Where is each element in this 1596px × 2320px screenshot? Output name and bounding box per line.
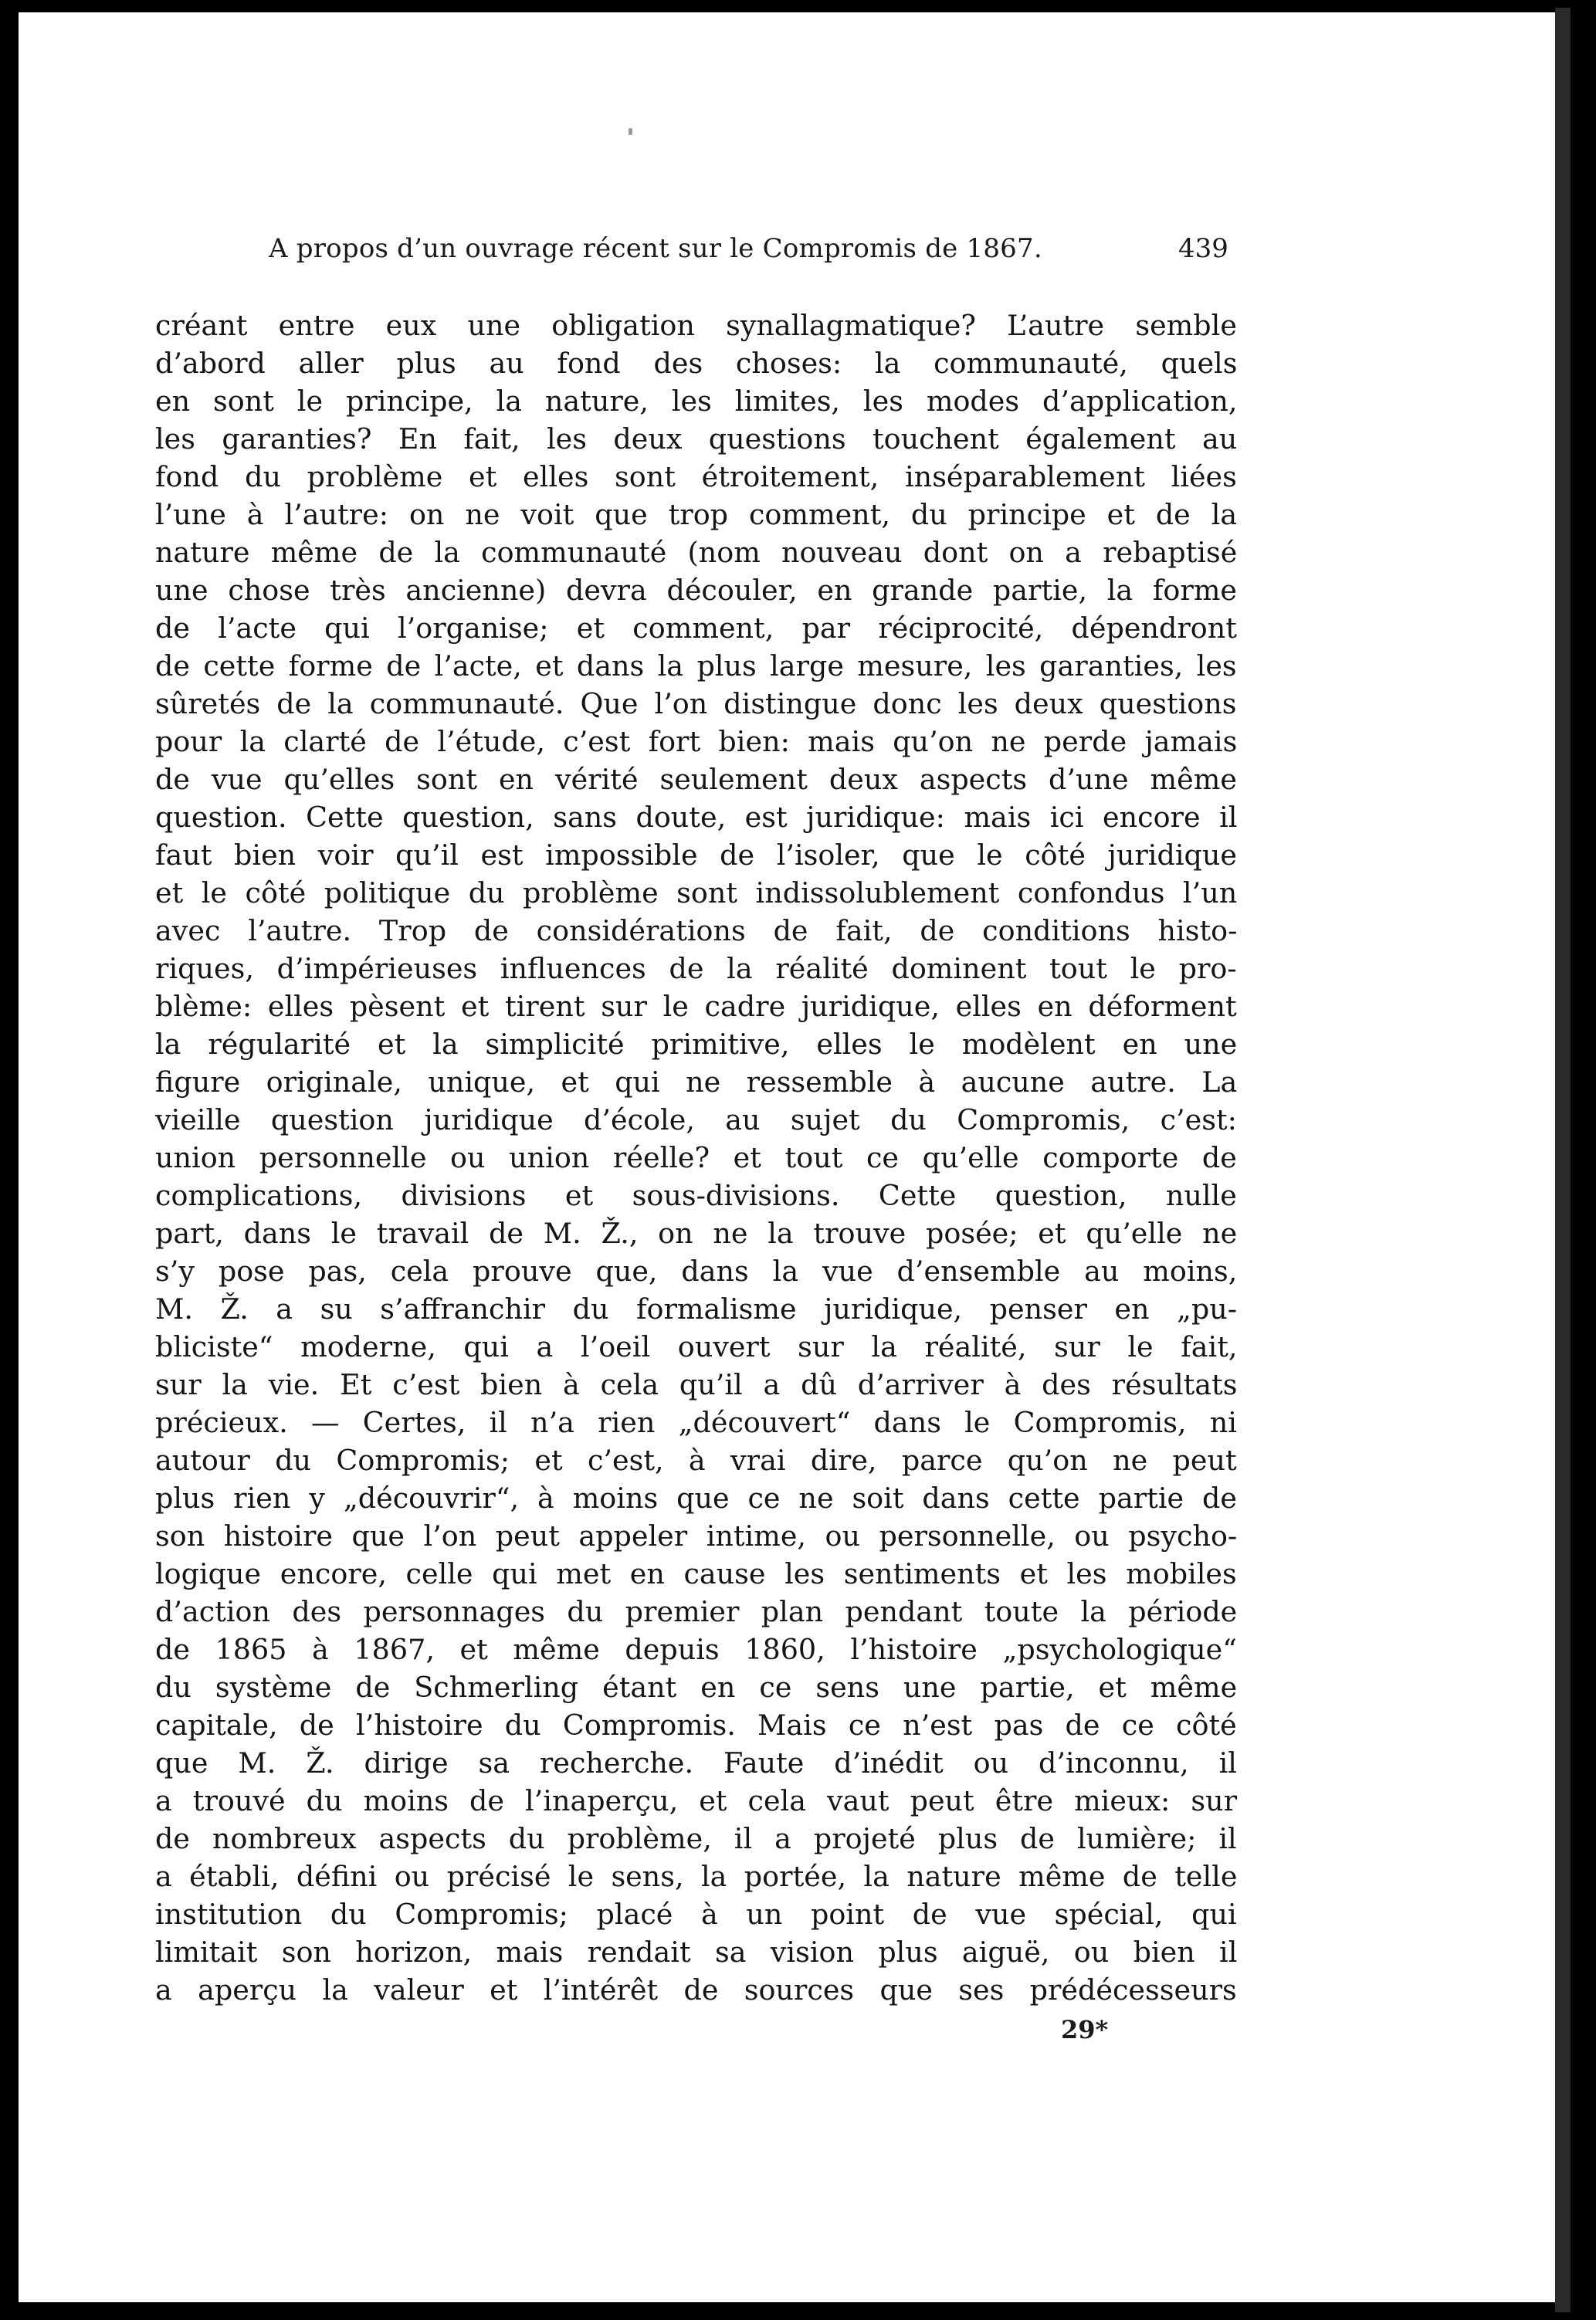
text-line: institution du Compromis; placé à un point de vue spécial, qui <box>155 1898 1237 1931</box>
text-line: union personnelle ou union réelle? et tout ce qu’elle comporte de <box>155 1141 1237 1174</box>
text-line: de vue qu’elles sont en vérité seulement deux aspects d’une même <box>155 763 1237 796</box>
text-line: avec l’autre. Trop de considérations de fait, de conditions histo- <box>155 914 1238 947</box>
text-line: de cette forme de l’acte, et dans la plus large mesure, les garanties, les <box>155 649 1237 682</box>
text-line: de l’acte qui l’organise; et comment, par réciprocité, dépendront <box>155 611 1237 645</box>
text-line: capitale, de l’histoire du Compromis. Mais ce n’est pas de ce côté <box>155 1709 1237 1742</box>
text-line: logique encore, celle qui met en cause les sentiments et les mobiles <box>155 1557 1237 1590</box>
page-edge-shadow <box>1555 8 1571 2312</box>
text-line: autour du Compromis; et c’est, à vrai dire, parce qu’on ne peut <box>155 1444 1237 1477</box>
text-line: nature même de la communauté (nom nouveau dont on a rebaptisé <box>155 536 1238 569</box>
ink-speck <box>629 128 632 135</box>
text-line: créant entre eux une obligation synallagmatique? L’autre semble <box>155 309 1237 342</box>
text-line: faut bien voir qu’il est impossible de l’isoler, que le côté juridique <box>155 838 1237 872</box>
text-line: et le côté politique du problème sont indissolublement confondus l’un <box>155 876 1238 909</box>
text-line: riques, d’impérieuses influences de la réalité dominent tout le pro- <box>155 952 1237 985</box>
text-line: la régularité et la simplicité primitive, elles le modèlent en une <box>155 1028 1238 1061</box>
text-line: s’y pose pas, cela prouve que, dans la vue d’ensemble au moins, <box>155 1255 1238 1288</box>
text-line: en sont le principe, la nature, les limites, les modes d’application, <box>155 384 1238 418</box>
text-line: de nombreux aspects du problème, il a projeté plus de lumière; il <box>155 1822 1237 1855</box>
text-line: blème: elles pèsent et tirent sur le cadre juridique, elles en déforment <box>155 990 1237 1023</box>
printer-signature: 29* <box>1061 2015 1109 2044</box>
text-line: que M. Ž. dirige sa recherche. Faute d’inédit ou d’inconnu, il <box>155 1746 1237 1780</box>
text-line: vieille question juridique d’école, au sujet du Compromis, c’est: <box>155 1103 1237 1136</box>
text-line: M. Ž. a su s’affranchir du formalisme juridique, penser en „pu- <box>155 1292 1238 1326</box>
text-line: sur la vie. Et c’est bien à cela qu’il a dû d’arriver à des résultats <box>155 1368 1238 1401</box>
body-text <box>155 307 1237 2009</box>
text-line: d’abord aller plus au fond des choses: la communauté, quels <box>155 347 1238 380</box>
text-line: son histoire que l’on peut appeler intime, ou personnelle, ou psycho- <box>155 1519 1238 1553</box>
text-line: figure originale, unique, et qui ne ressemble à aucune autre. La <box>155 1065 1238 1099</box>
text-line: du système de Schmerling étant en ce sens une partie, et même <box>155 1671 1238 1704</box>
text-line: pour la clarté de l’étude, c’est fort bien: mais qu’on ne perde jamais <box>155 725 1238 758</box>
text-line: complications, divisions et sous-divisions. Cette question, nulle <box>155 1179 1237 1212</box>
text-line: part, dans le travail de M. Ž., on ne la trouve posée; et qu’elle ne <box>155 1217 1238 1250</box>
text-line: a établi, défini ou précisé le sens, la portée, la nature même de telle <box>155 1860 1238 1893</box>
text-line: bliciste“ moderne, qui a l’oeil ouvert sur la réalité, sur le fait, <box>155 1330 1238 1363</box>
text-line: fond du problème et elles sont étroitement, inséparablement liées <box>155 460 1237 493</box>
text-line: précieux. — Certes, il n’a rien „découvert“ dans le Compromis, ni <box>155 1406 1237 1439</box>
text-line: limitait son horizon, mais rendait sa vision plus aiguë, ou bien il <box>155 1936 1238 1969</box>
text-line: a aperçu la valeur et l’intérêt de sources que ses prédécesseurs <box>155 1973 1237 2007</box>
text-line: de 1865 à 1867, et même depuis 1860, l’histoire „psychologique“ <box>155 1633 1237 1666</box>
text-line: d’action des personnages du premier plan pendant toute la période <box>155 1595 1238 1628</box>
running-title: A propos d’un ouvrage récent sur le Compromis de 1867. <box>269 233 1042 264</box>
text-line: sûretés de la communauté. Que l’on distingue donc les deux questions <box>155 687 1237 720</box>
text-line: a trouvé du moins de l’inaperçu, et cela vaut peut être mieux: sur <box>155 1784 1238 1817</box>
page-number: 439 <box>1178 233 1228 264</box>
text-line: question. Cette question, sans doute, est juridique: mais ici encore il <box>155 801 1238 834</box>
text-line: plus rien y „découvrir“, à moins que ce ne soit dans cette partie de <box>155 1482 1237 1515</box>
text-line: une chose très ancienne) devra découler, en grande partie, la forme <box>155 574 1238 607</box>
text-line: l’une à l’autre: on ne voit que trop comment, du principe et de la <box>155 498 1238 531</box>
text-line: les garanties? En fait, les deux questions touchent également au <box>155 422 1238 456</box>
